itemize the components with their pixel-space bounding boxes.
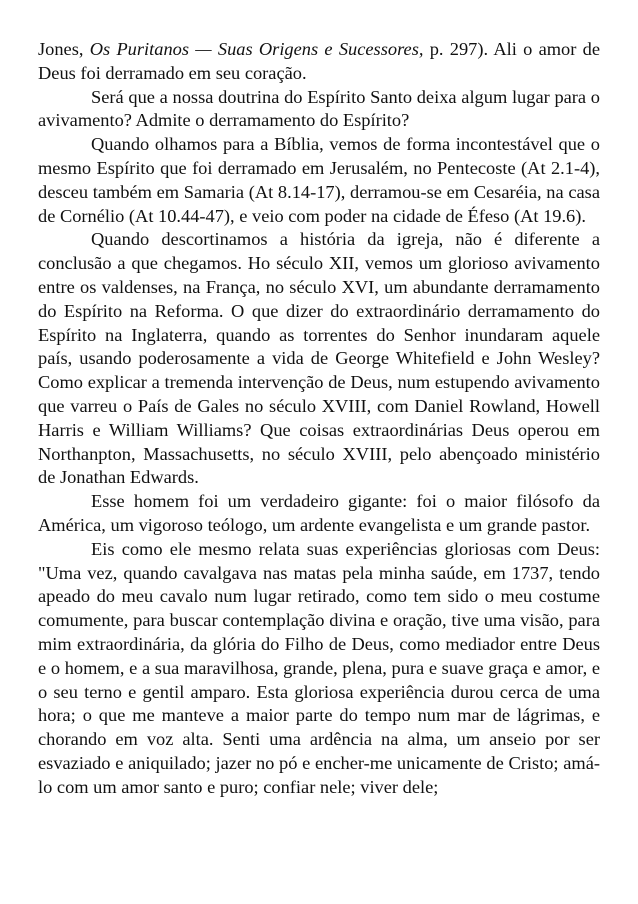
- paragraph: Quando descortinamos a história da igreja, não é diferente a conclusão a que chegamos. Ho século XII, vemos um glorioso avivamento entre os valdenses, na França, no século XVI, um abundante derramamento do Espírito na Reforma. O que dizer do extraordinário derramamento do Espírito na Inglaterra, quando as torrentes do Senhor inundaram aquele país, usando poderosamente a vida de George Whitefield e John Wesley? Como explicar a tremenda intervenção de Deus, num estupendo avivamento que varreu o País de Gales no século XVIII, com Daniel Rowland, Howell Harris e William Williams? Que coisas extraordinárias Deus operou em Northanpton, Massachusetts, no século XVIII, pelo abençoado ministério de Jonathan Edwards.: [38, 229, 600, 488]
- paragraph: Quando olhamos para a Bíblia, vemos de forma incontestável que o mesmo Espírito que foi derramado em Jerusalém, no Pentecoste (At 2.1-4), desceu também em Samaria (At 8.14-17), derramou-se em Cesaréia, na casa de Cornélio (At 10.44-47), e veio com poder na cidade de Éfeso (At 19.6).: [38, 134, 600, 226]
- paragraph: Eis como ele mesmo relata suas experiências gloriosas com Deus: "Uma vez, quando cavalgava nas matas pela minha saúde, em 1737, tendo apeado do meu cavalo num lugar retirado, como tem sido o meu costume comumente, para buscar contemplação divina e oração, tive uma visão, para mim extraordinária, da glória do Filho de Deus, como mediador entre Deus e o homem, e a sua maravilhosa, grande, plena, pura e suave graça e amor, e o seu terno e gentil amparo. Esta gloriosa experiência durou cerca de uma hora; o que me manteve a maior parte do tempo num mar de lágrimas, e chorando em voz alta. Senti uma ardência na alma, um anseio por ser esvaziado e aniquilado; jazer no pó e encher-me unicamente de Cristo; amá-lo com um amor santo e puro; confiar nele; viver dele;: [38, 538, 600, 797]
- paragraph-text: Jones,: [38, 39, 90, 59]
- paragraph-continuation: [38, 38, 600, 86]
- paragraph: Será que a nossa doutrina do Espírito Santo deixa algum lugar para o avivamento? Admite o derramamento do Espírito?: [38, 86, 600, 131]
- paragraph: Esse homem foi um verdadeiro gigante: foi o maior filósofo da América, um vigoroso teólogo, um ardente evangelista e um grande pastor.: [38, 491, 600, 535]
- book-title: Os Puritanos — Suas Origens e Sucessores,: [89, 39, 424, 59]
- document-page: [38, 38, 600, 800]
- paragraph-text: p. 297). Ali o amor de Deus foi derramado em seu coração.: [38, 39, 600, 83]
